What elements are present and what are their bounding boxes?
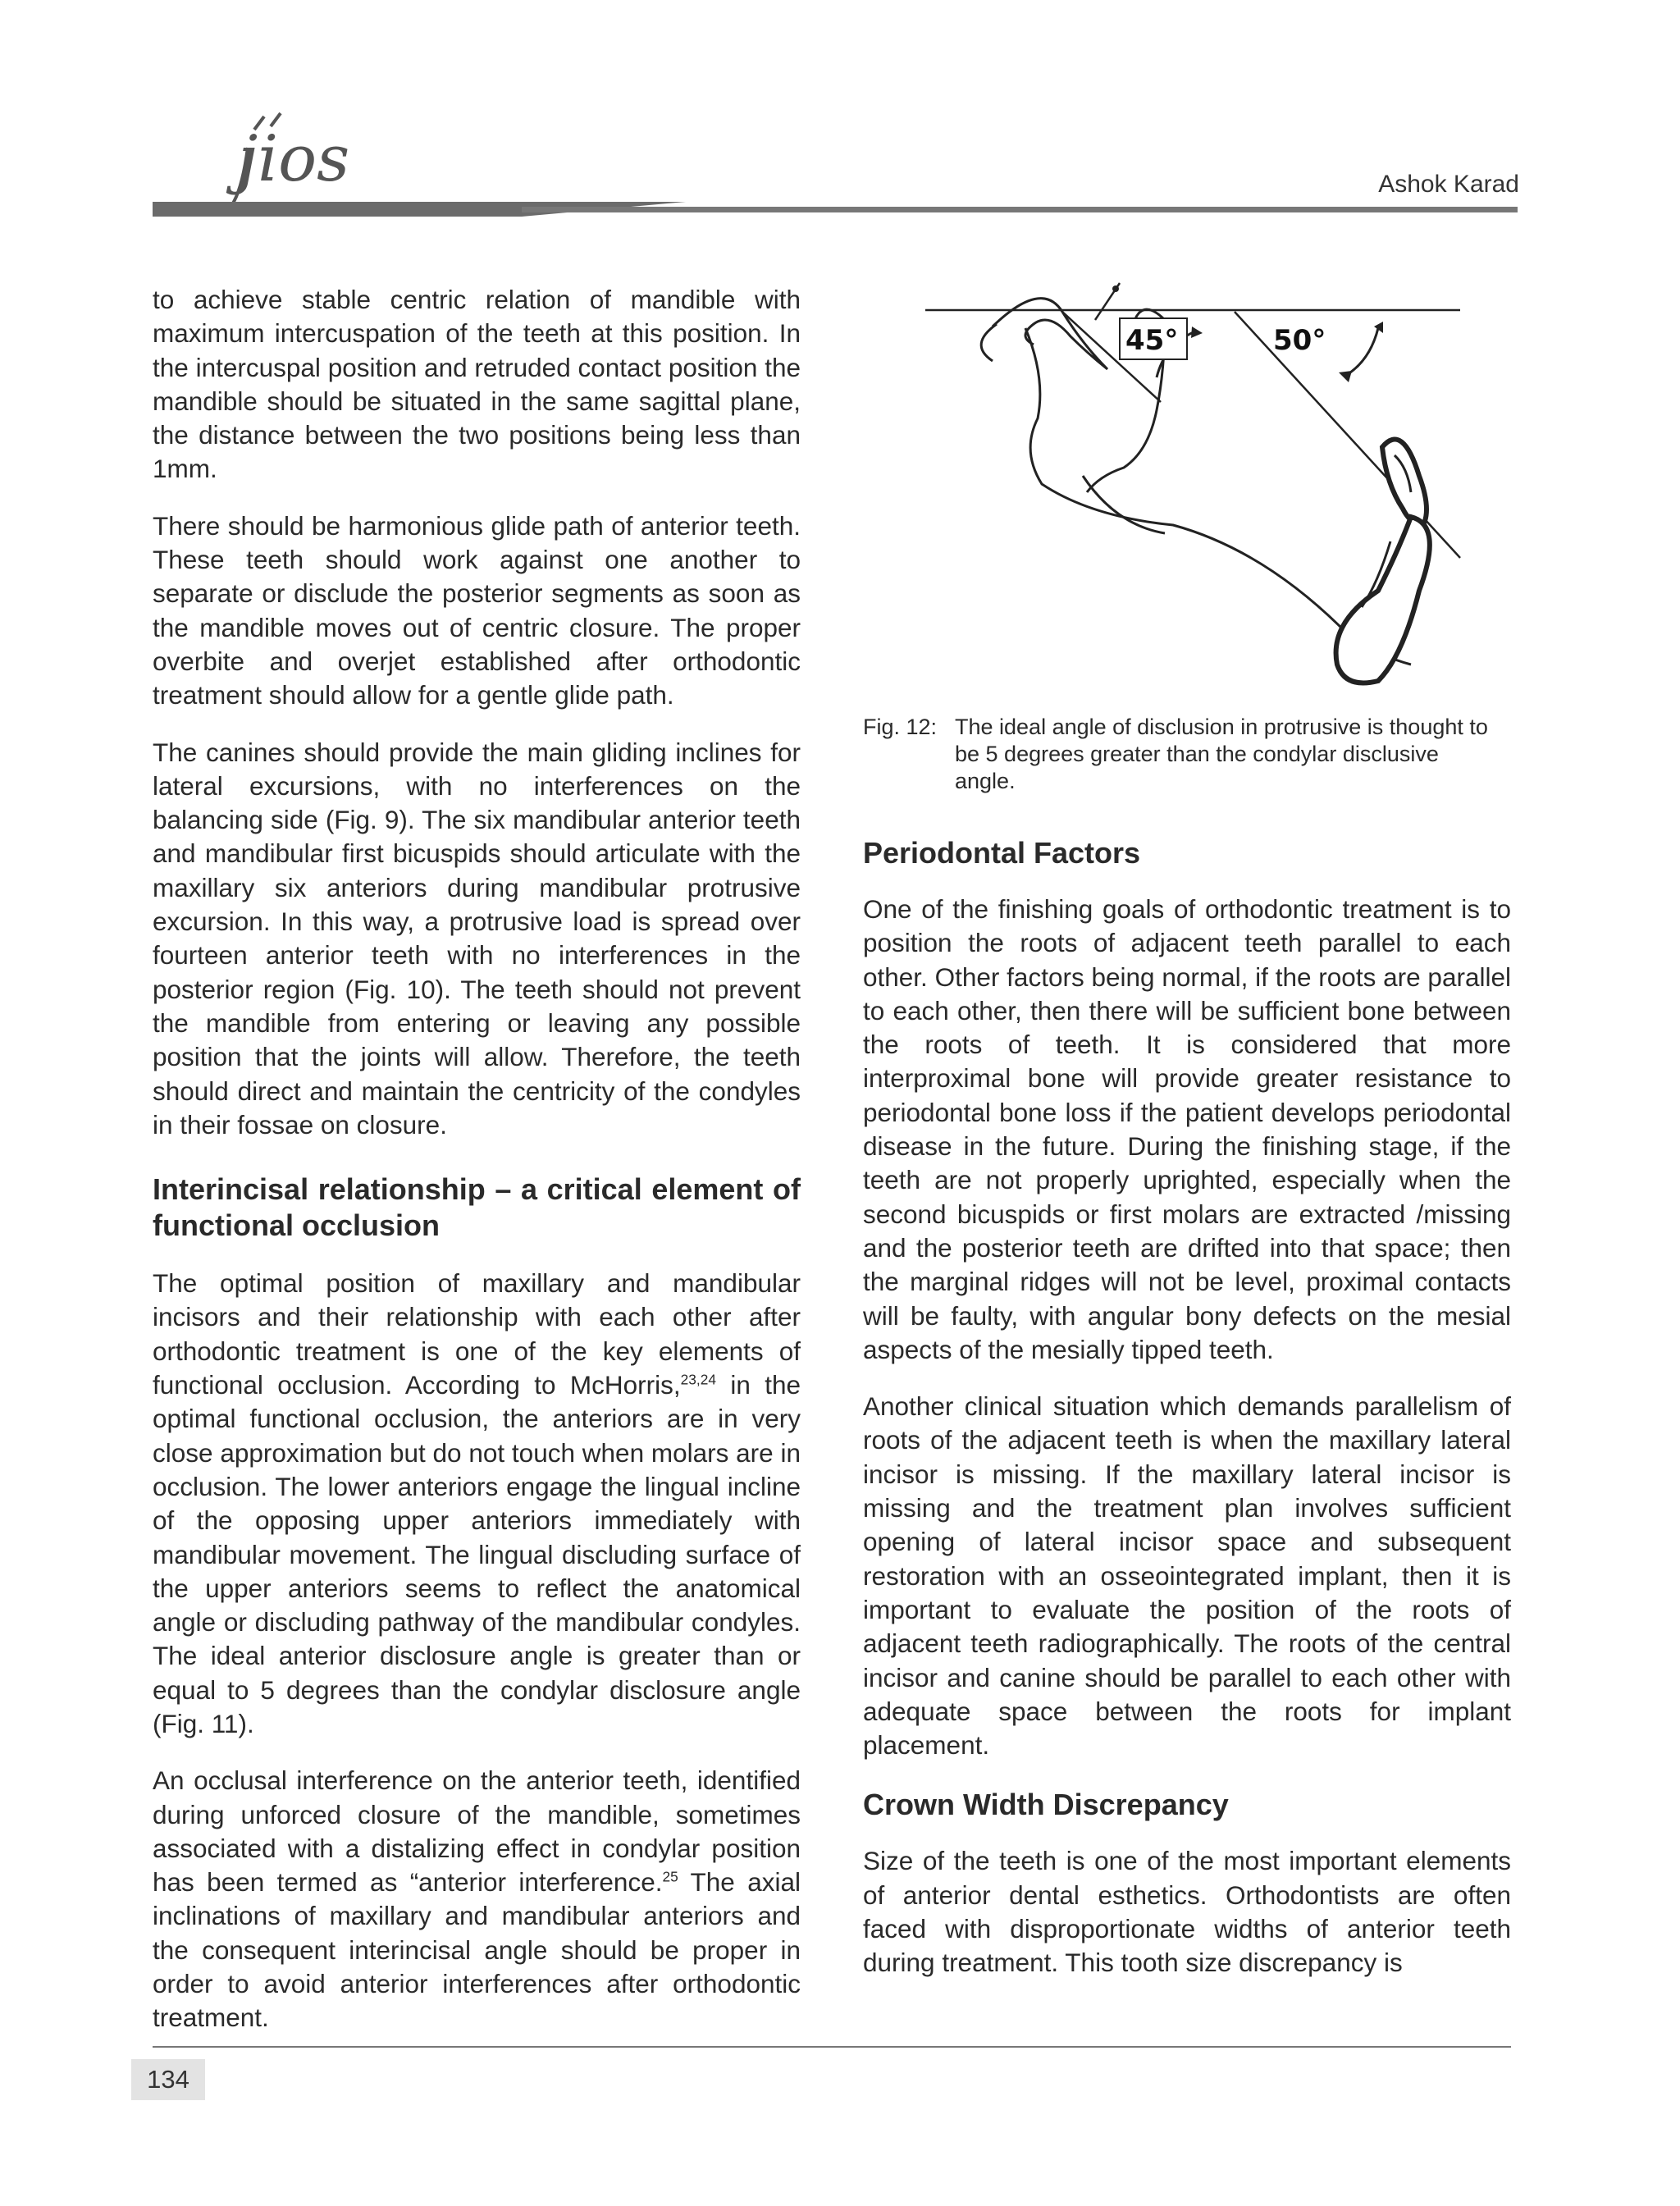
paragraph: The optimal position of maxillary and mandibular incisors and their relationship with each other after orthodontic treatment is one of the key elements of functional occlusion. According to McHorris,$^{23,24}$ in the optimal functional occlusion, the anteriors are in very close approximation but do not touch when molars are in occlusion. The lower anteriors engage the lingual incline of the opposing upper anteriors immediately with mandibular movement. The lingual discluding surface of the upper anteriors seems to reflect the anatomical angle or discluding pathway of the mandibular condyles. The ideal anterior disclosure angle is greater than or equal to 5 degrees than the condylar disclosure angle (Fig. 11). [153,1268,801,1738]
mandible-disclusion-figure [919,279,1477,706]
caption-label: Fig. 12: [863,715,938,739]
section-heading: Interincisal relationship – a critical element of functional occlusion [153,1172,801,1243]
paragraph: The canines should provide the main gliding inclines for lateral excursions, with no interferences on the balancing side (Fig. 9). The six mandibular anterior teeth and mandibular first bicuspids should articulate with the maxillary six anteriors during mandibular protrusive excursion. In this way, a protrusive load is spread over fourteen anterior teeth with no interferences in the posterior region (Fig. 10). The teeth should not prevent the mandible from entering or leaving any possible position that the joints will allow. Therefore, the teeth should direct and maintain the centricity of the condyles in their fossae on closure. [153,737,801,1140]
angle-label-condylar: 45° [1125,324,1179,357]
figure-caption [863,714,1511,795]
footer-rule [153,2046,1511,2048]
section-heading: Crown Width Discrepancy [863,1788,1229,1822]
caption-text: The ideal angle of disclusion in protrusive is thought to be 5 degrees greater than the condylar disclusive angle. [955,715,1488,793]
section-heading: Periodontal Factors [863,836,1141,870]
left-column [153,283,801,2035]
page-number: 134 [131,2059,205,2100]
angle-label-incisal: 50° [1273,324,1326,357]
right-column [863,835,1511,1980]
paragraph: Size of the teeth is one of the most important elements of anterior dental esthetics. Orthodontists are often faced with disproportionate widths of anterior teeth during treatment. This tooth size discrepancy is [863,1846,1511,1978]
running-author: Ashok Karad [1378,171,1519,198]
header-rule [153,202,1518,217]
paragraph: An occlusal interference on the anterior teeth, identified during unforced closure of the mandible, sometimes associated with a distalizing effect in condylar position has been termed as “anterior interference.$^{25}$ The axial inclinations of maxillary and mandibular anteriors and the consequent interincisal angle should be proper in order to avoid anterior interferences after orthodontic treatment. [153,1765,801,2033]
paragraph: Another clinical situation which demands parallelism of roots of the adjacent teeth is when the maxillary lateral incisor is missing. If the maxillary lateral incisor is missing and the treatment plan involves sufficient opening of lateral incisor space and subsequent restoration with an osseointegrated implant, then it is important to evaluate the position of the roots of adjacent teeth radiographically. The roots of the central incisor and canine should be parallel to each other with adequate space between the roots for implant placement. [863,1391,1511,1761]
paragraph: One of the finishing goals of orthodontic treatment is to position the roots of adjacent teeth parallel to each other. Other factors being normal, if the roots are parallel to each other, then there will be sufficient bone between the roots of teeth. It is considered that more interproximal bone will provide greater resistance to periodontal bone loss if the patient develops periodontal disease in the future. During the finishing stage, if the teeth are not properly uprighted, especially when the second bicuspids or first molars are extracted /missing and the posterior teeth are drifted into that space; then the marginal ridges will not be level, proximal contacts will be faulty, with angular bony defects on the mesial aspects of the mesially tipped teeth. [863,894,1511,1364]
paragraph: There should be harmonious glide path of anterior teeth. These teeth should work against one another to separate or disclude the posterior segments as soon as the mandible moves out of centric closure. The proper overbite and overjet established after orthodontic treatment should allow for a gentle glide path. [153,510,801,710]
logo-text: jios [238,122,350,196]
paragraph: to achieve stable centric relation of mandible with maximum intercuspation of the teeth at this position. In the intercuspal position and retruded contact position the mandible should be situated in the same sagittal plane, the distance between the two positions being less than 1mm. [153,285,801,484]
